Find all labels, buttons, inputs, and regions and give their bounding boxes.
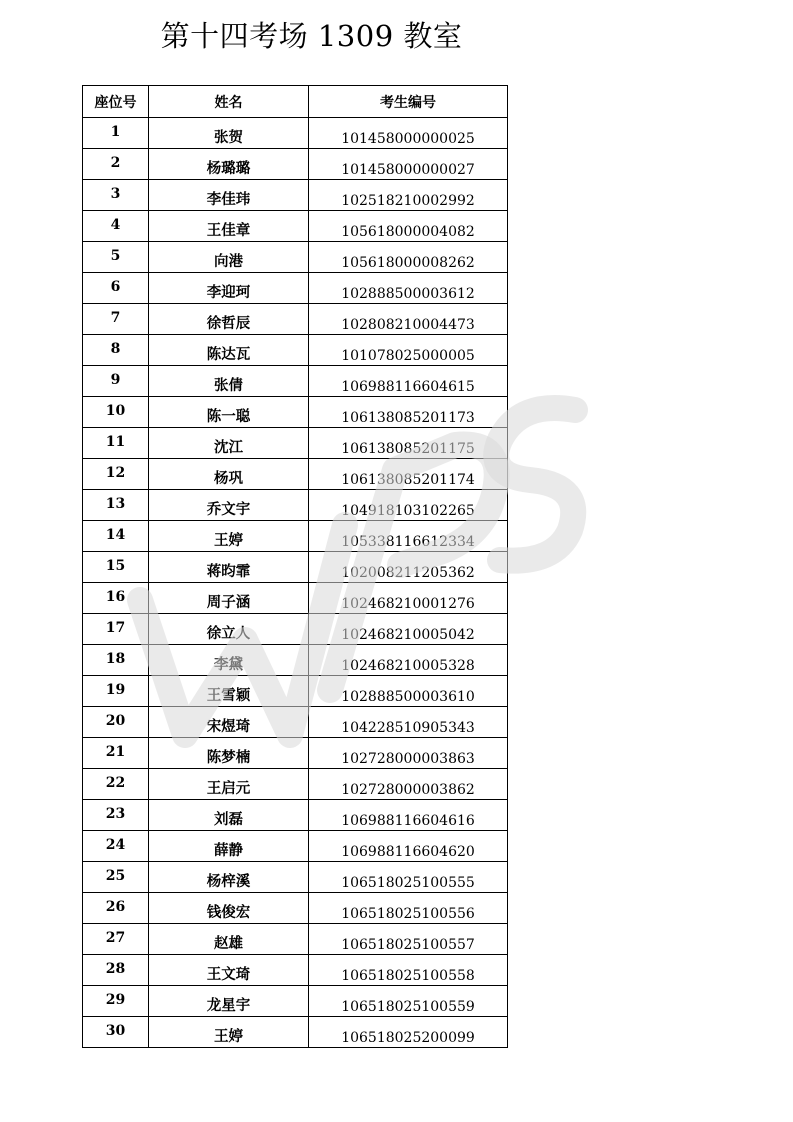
seat-number-cell: 10: [83, 397, 149, 428]
seat-number-cell: 24: [83, 831, 149, 862]
candidate-id-cell: 105618000004082: [309, 211, 508, 242]
header-name: 姓名: [149, 86, 309, 118]
seat-number-cell: 18: [83, 645, 149, 676]
seating-table: [82, 85, 508, 1048]
seat-number-cell: 21: [83, 738, 149, 769]
candidate-id-cell: 102468210001276: [309, 583, 508, 614]
seat-number-cell: 26: [83, 893, 149, 924]
student-name-cell: 徐哲辰: [149, 304, 309, 335]
table-row: [83, 893, 508, 924]
candidate-id-cell: 104228510905343: [309, 707, 508, 738]
candidate-id-cell: 101458000000025: [309, 118, 508, 149]
seat-number-cell: 9: [83, 366, 149, 397]
seat-number-cell: 5: [83, 242, 149, 273]
candidate-id-cell: 102728000003862: [309, 769, 508, 800]
student-name-cell: 钱俊宏: [149, 893, 309, 924]
seat-number-cell: 28: [83, 955, 149, 986]
watermark-letter-s: [496, 408, 575, 561]
student-name-cell: 张倩: [149, 366, 309, 397]
table-row: [83, 242, 508, 273]
student-name-cell: 王文琦: [149, 955, 309, 986]
candidate-id-cell: 106518025100558: [309, 955, 508, 986]
table-row: [83, 273, 508, 304]
table-row: [83, 614, 508, 645]
student-name-cell: 李迎珂: [149, 273, 309, 304]
table-row: [83, 490, 508, 521]
table-row: [83, 707, 508, 738]
seat-number-cell: 20: [83, 707, 149, 738]
table-row: [83, 831, 508, 862]
student-name-cell: 王雪颖: [149, 676, 309, 707]
student-name-cell: 李佳玮: [149, 180, 309, 211]
seat-number-cell: 12: [83, 459, 149, 490]
table-row: [83, 211, 508, 242]
student-name-cell: 乔文宇: [149, 490, 309, 521]
seat-number-cell: 11: [83, 428, 149, 459]
student-name-cell: 陈达瓦: [149, 335, 309, 366]
student-name-cell: 杨巩: [149, 459, 309, 490]
candidate-id-cell: 105338116612334: [309, 521, 508, 552]
table-row: [83, 986, 508, 1017]
table-body: [83, 118, 508, 1048]
candidate-id-cell: 102468210005328: [309, 645, 508, 676]
seat-number-cell: 4: [83, 211, 149, 242]
table-row: [83, 552, 508, 583]
candidate-id-cell: 106518025200099: [309, 1017, 508, 1048]
seat-number-cell: 7: [83, 304, 149, 335]
seat-number-cell: 13: [83, 490, 149, 521]
table-row: [83, 335, 508, 366]
table-row: [83, 800, 508, 831]
student-name-cell: 蒋昀霏: [149, 552, 309, 583]
student-name-cell: 赵雄: [149, 924, 309, 955]
candidate-id-cell: 102728000003863: [309, 738, 508, 769]
candidate-id-cell: 106518025100559: [309, 986, 508, 1017]
table-row: [83, 397, 508, 428]
seat-number-cell: 30: [83, 1017, 149, 1048]
table-header-row: [83, 86, 508, 118]
seat-number-cell: 27: [83, 924, 149, 955]
candidate-id-cell: 106988116604615: [309, 366, 508, 397]
seat-number-cell: 23: [83, 800, 149, 831]
candidate-id-cell: 102468210005042: [309, 614, 508, 645]
table-row: [83, 180, 508, 211]
candidate-id-cell: 106988116604616: [309, 800, 508, 831]
candidate-id-cell: 104918103102265: [309, 490, 508, 521]
seat-number-cell: 6: [83, 273, 149, 304]
seat-number-cell: 15: [83, 552, 149, 583]
table-row: [83, 955, 508, 986]
student-name-cell: 周子涵: [149, 583, 309, 614]
candidate-id-cell: 106988116604620: [309, 831, 508, 862]
page-title: 第十四考场 1309 教室: [160, 19, 463, 53]
table-row: [83, 738, 508, 769]
seat-number-cell: 1: [83, 118, 149, 149]
seat-number-cell: 19: [83, 676, 149, 707]
table-row: [83, 428, 508, 459]
seat-number-cell: 22: [83, 769, 149, 800]
table-row: [83, 1017, 508, 1048]
seat-number-cell: 8: [83, 335, 149, 366]
student-name-cell: 刘磊: [149, 800, 309, 831]
table-row: [83, 118, 508, 149]
table-row: [83, 924, 508, 955]
candidate-id-cell: 105618000008262: [309, 242, 508, 273]
student-name-cell: 王启元: [149, 769, 309, 800]
header-candidate-id: 考生编号: [309, 86, 508, 118]
seat-number-cell: 17: [83, 614, 149, 645]
table-row: [83, 769, 508, 800]
table-row: [83, 645, 508, 676]
seat-number-cell: 2: [83, 149, 149, 180]
candidate-id-cell: 101078025000005: [309, 335, 508, 366]
student-name-cell: 杨梓溪: [149, 862, 309, 893]
candidate-id-cell: 106518025100556: [309, 893, 508, 924]
seat-number-cell: 14: [83, 521, 149, 552]
candidate-id-cell: 102888500003612: [309, 273, 508, 304]
student-name-cell: 王婷: [149, 521, 309, 552]
candidate-id-cell: 106518025100555: [309, 862, 508, 893]
student-name-cell: 李黛: [149, 645, 309, 676]
table-row: [83, 304, 508, 335]
student-name-cell: 王婷: [149, 1017, 309, 1048]
seat-number-cell: 29: [83, 986, 149, 1017]
candidate-id-cell: 106138085201175: [309, 428, 508, 459]
student-name-cell: 杨璐璐: [149, 149, 309, 180]
table-row: [83, 676, 508, 707]
candidate-id-cell: 101458000000027: [309, 149, 508, 180]
candidate-id-cell: 106138085201173: [309, 397, 508, 428]
candidate-id-cell: 102888500003610: [309, 676, 508, 707]
seat-number-cell: 3: [83, 180, 149, 211]
table-row: [83, 521, 508, 552]
table-row: [83, 366, 508, 397]
table-row: [83, 459, 508, 490]
student-name-cell: 张贺: [149, 118, 309, 149]
candidate-id-cell: 102008211205362: [309, 552, 508, 583]
candidate-id-cell: 102808210004473: [309, 304, 508, 335]
student-name-cell: 陈梦楠: [149, 738, 309, 769]
student-name-cell: 宋煜琦: [149, 707, 309, 738]
table-row: [83, 149, 508, 180]
student-name-cell: 向港: [149, 242, 309, 273]
student-name-cell: 陈一聪: [149, 397, 309, 428]
student-name-cell: 龙星宇: [149, 986, 309, 1017]
candidate-id-cell: 106518025100557: [309, 924, 508, 955]
student-name-cell: 徐立人: [149, 614, 309, 645]
table-row: [83, 583, 508, 614]
student-name-cell: 沈江: [149, 428, 309, 459]
student-name-cell: 薛静: [149, 831, 309, 862]
seat-number-cell: 16: [83, 583, 149, 614]
table-row: [83, 862, 508, 893]
student-name-cell: 王佳章: [149, 211, 309, 242]
header-seat-number: 座位号: [83, 86, 149, 118]
candidate-id-cell: 102518210002992: [309, 180, 508, 211]
seat-number-cell: 25: [83, 862, 149, 893]
candidate-id-cell: 106138085201174: [309, 459, 508, 490]
